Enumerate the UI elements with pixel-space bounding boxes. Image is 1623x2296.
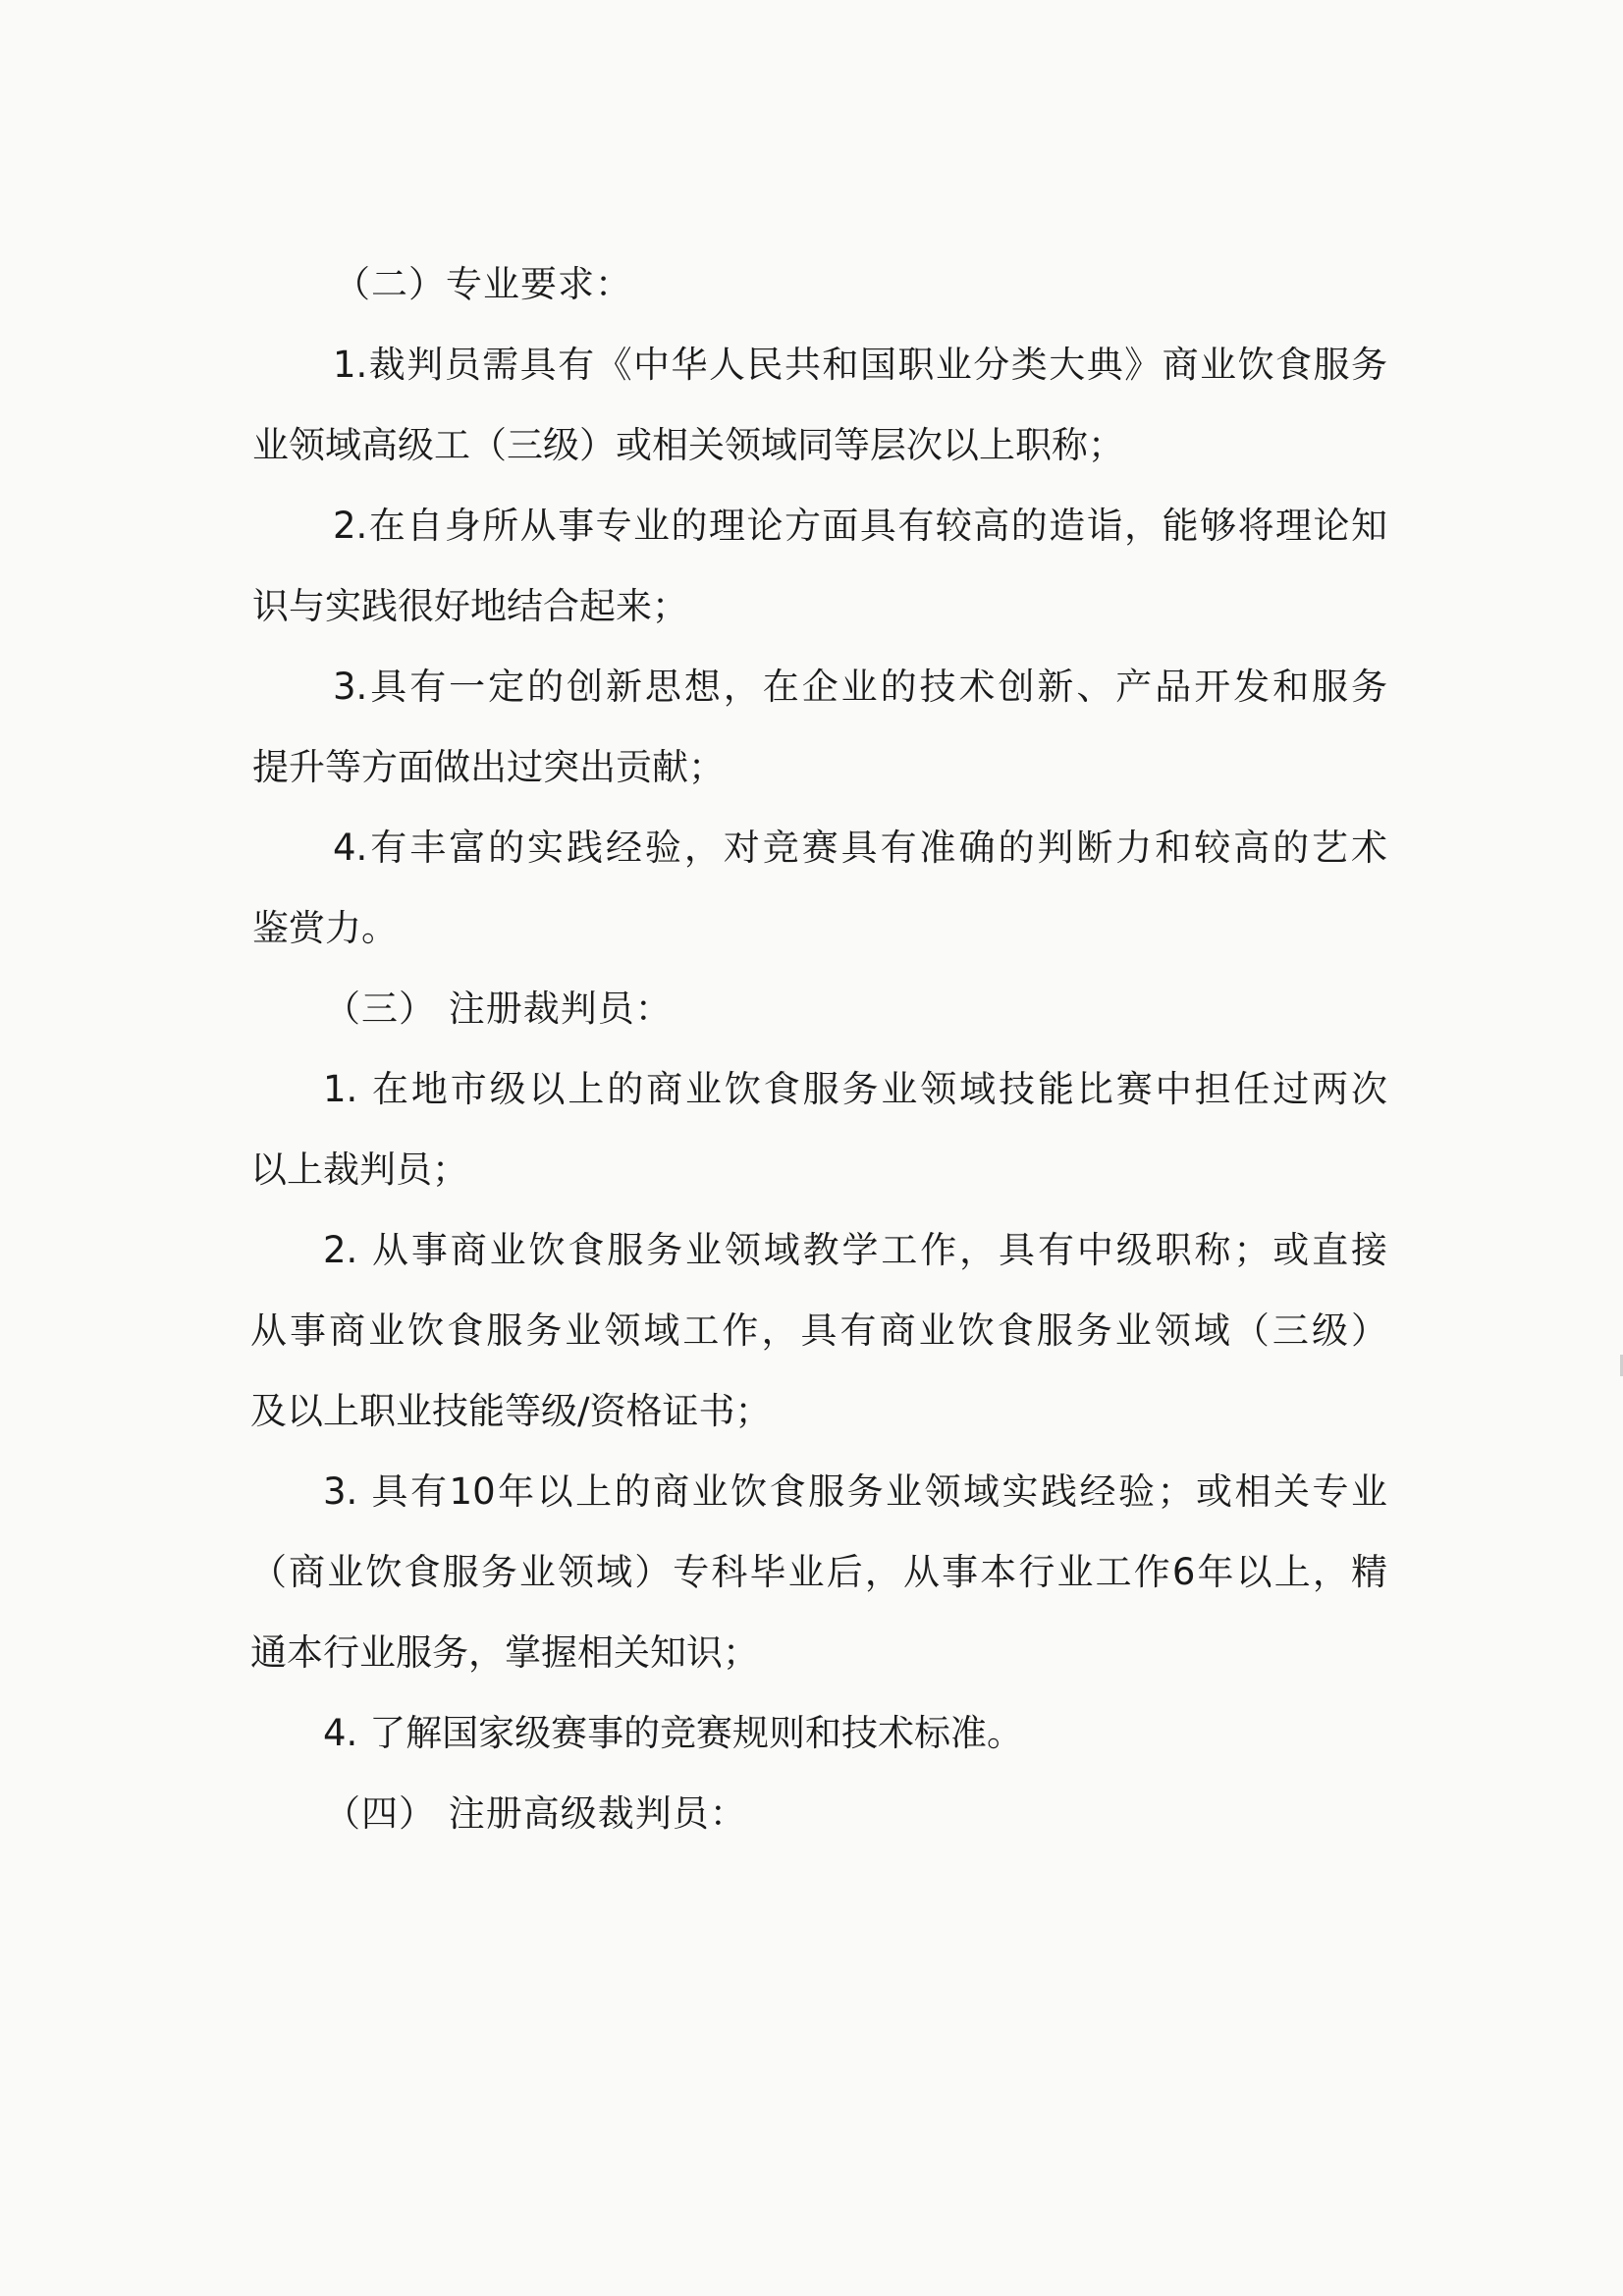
paragraph-line: 2.在自身所从事专业的理论方面具有较高的造诣，能够将理论知: [333, 505, 1387, 547]
paragraph-line: 4. 了解国家级赛事的竞赛规则和技术标准。: [323, 1712, 1024, 1754]
paragraph-line: 2. 从事商业饮食服务业领域教学工作，具有中级职称；或直接: [323, 1229, 1387, 1271]
section-4-heading: （四） 注册高级裁判员：: [324, 1792, 747, 1835]
paragraph-line: 3. 具有10年以上的商业饮食服务业领域实践经验；或相关专业: [323, 1470, 1387, 1513]
paragraph-line: 及以上职业技能等级/资格证书；: [250, 1390, 772, 1432]
section-3-heading: （三） 注册裁判员：: [324, 988, 673, 1030]
paragraph-line: 1.裁判员需具有《中华人民共和国职业分类大典》商业饮食服务: [333, 344, 1387, 386]
paragraph-line: 从事商业饮食服务业领域工作，具有商业饮食服务业领域（三级）: [250, 1309, 1387, 1352]
paragraph-line: 通本行业服务，掌握相关知识；: [250, 1631, 759, 1674]
paragraph-line: 4.有丰富的实践经验，对竞赛具有准确的判断力和较高的艺术: [333, 827, 1387, 869]
paragraph-line: 鉴赏力。: [252, 907, 398, 949]
section-2-heading: （二）专业要求：: [334, 263, 632, 305]
paragraph-line: 以上裁判员；: [250, 1148, 468, 1191]
paragraph-line: 3.具有一定的创新思想，在企业的技术创新、产品开发和服务: [333, 666, 1387, 708]
paragraph-line: 业领域高级工（三级）或相关领域同等层次以上职称；: [252, 424, 1124, 466]
paragraph-line: 1. 在地市级以上的商业饮食服务业领域技能比赛中担任过两次: [323, 1068, 1387, 1110]
paragraph-line: 提升等方面做出过突出贡献；: [252, 746, 725, 788]
paragraph-line: （商业饮食服务业领域）专科毕业后，从事本行业工作6年以上，精: [250, 1551, 1387, 1593]
paragraph-line: 识与实践很好地结合起来；: [252, 585, 688, 627]
